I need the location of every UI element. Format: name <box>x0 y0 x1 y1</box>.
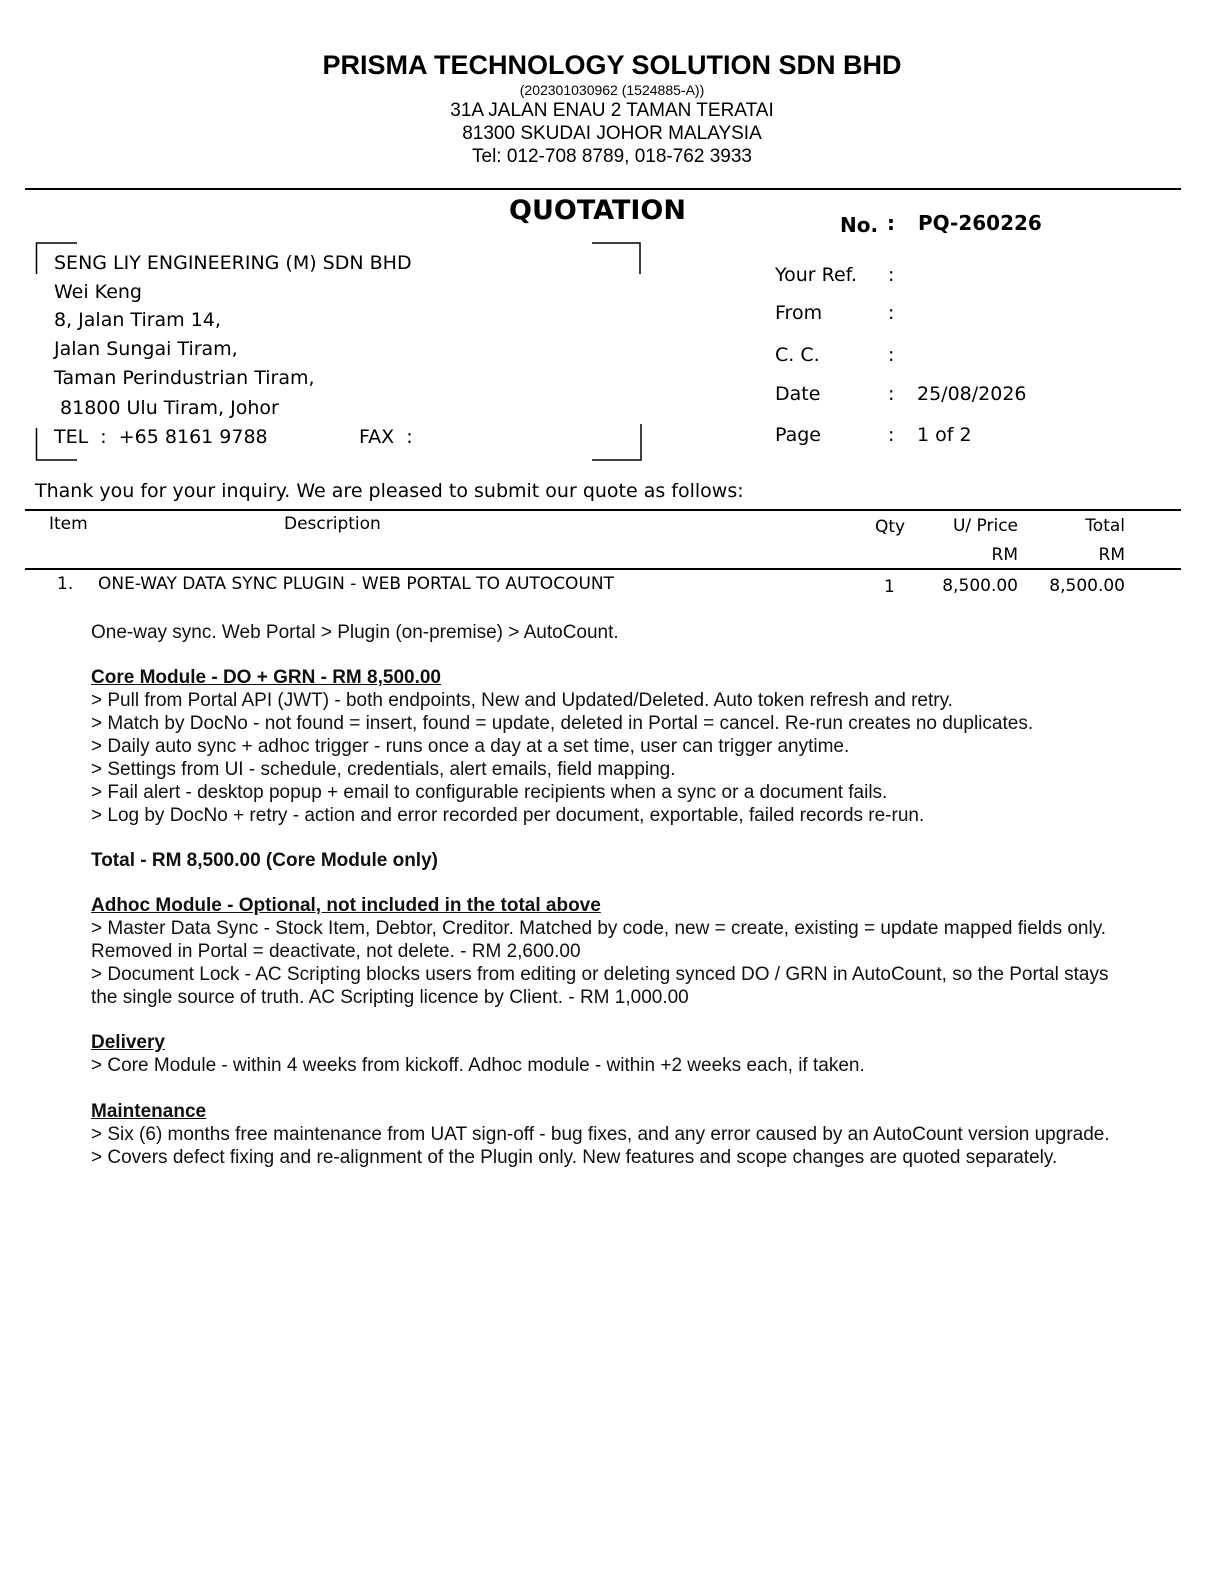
quotation-number-value: PQ-260226 <box>918 211 1042 235</box>
your-ref-label: Your Ref. <box>775 264 857 286</box>
column-header-unit-price: U/ Price <box>952 516 1018 536</box>
date-colon: : <box>888 383 895 405</box>
cc-colon: : <box>888 344 895 366</box>
corner-bottom-right <box>592 424 641 460</box>
row-item-number: 1. <box>57 574 74 594</box>
customer-address-line4: 81800 Ulu Tiram, Johor <box>54 397 279 419</box>
details-summary: One-way sync. Web Portal > Plugin (on-premise) > AutoCount. <box>91 622 619 643</box>
column-header-qty: Qty <box>875 517 906 537</box>
column-header-total: Total <box>1085 516 1125 536</box>
corner-top-right <box>592 243 640 274</box>
core-line-1: > Pull from Portal API (JWT) - both endpoints, New and Updated/Deleted. Auto token refresh and retry. <box>91 690 953 711</box>
customer-contact: Wei Keng <box>54 281 142 303</box>
company-address-line1: 31A JALAN ENAU 2 TAMAN TERATAI <box>450 100 774 121</box>
maintenance-line-2: > Covers defect fixing and re-alignment of the Plugin only. New features and scope changes are quoted separately. <box>91 1147 1058 1168</box>
adhoc-module-heading: Adhoc Module - Optional, not included in the total above <box>91 895 601 916</box>
customer-address-line3: Taman Perindustrian Tiram, <box>54 367 315 389</box>
delivery-heading: Delivery <box>91 1032 165 1053</box>
core-total-line: Total - RM 8,500.00 (Core Module only) <box>91 850 438 871</box>
page-colon: : <box>888 424 895 446</box>
cc-label: C. C. <box>775 344 820 366</box>
table-top-rule <box>25 509 1181 511</box>
delivery-line-1: > Core Module - within 4 weeks from kickoff. Adhoc module - within +2 weeks each, if taken. <box>91 1055 865 1076</box>
column-header-total-currency: RM <box>1098 545 1125 565</box>
customer-address-line1: 8, Jalan Tiram 14, <box>54 309 221 331</box>
customer-fax: FAX : <box>359 426 413 448</box>
column-header-description: Description <box>284 514 381 534</box>
company-name: PRISMA TECHNOLOGY SOLUTION SDN BHD <box>322 50 902 80</box>
page-value: 1 of 2 <box>917 424 972 446</box>
from-label: From <box>775 302 823 324</box>
date-label: Date <box>775 383 821 405</box>
maintenance-line-1: > Six (6) months free maintenance from UAT sign-off - bug fixes, and any error caused by an AutoCount version upgrade. <box>91 1124 1110 1145</box>
adhoc-line-1: > Master Data Sync - Stock Item, Debtor, Creditor. Matched by code, new = create, existing = update mapped fields only. <box>91 918 1107 939</box>
core-line-2: > Match by DocNo - not found = insert, found = update, deleted in Portal = cancel. Re-run creates no duplicates. <box>91 713 1034 734</box>
quotation-number-label: No. <box>840 213 879 237</box>
core-line-4: > Settings from UI - schedule, credentials, alert emails, field mapping. <box>91 759 676 780</box>
column-header-item: Item <box>49 514 88 534</box>
page-label: Page <box>775 424 821 446</box>
company-tel: Tel: 012-708 8789, 018-762 3933 <box>472 146 752 167</box>
document-title: QUOTATION <box>509 195 686 226</box>
quotation-number-colon: : <box>887 211 895 235</box>
table-header-rule <box>25 568 1181 570</box>
intro-text: Thank you for your inquiry. We are pleased to submit our quote as follows: <box>35 480 744 502</box>
column-header-unit-price-currency: RM <box>991 545 1018 565</box>
row-description: ONE-WAY DATA SYNC PLUGIN - WEB PORTAL TO AUTOCOUNT <box>98 574 614 594</box>
core-line-3: > Daily auto sync + adhoc trigger - runs once a day at a set time, user can trigger anytime. <box>91 736 850 757</box>
company-registration: (202301030962 (1524885-A)) <box>519 82 705 98</box>
row-total: 8,500.00 <box>1049 576 1125 596</box>
from-colon: : <box>888 302 895 324</box>
date-value: 25/08/2026 <box>917 383 1027 405</box>
customer-tel: TEL : +65 8161 9788 <box>54 426 268 448</box>
row-qty: 1 <box>884 577 895 597</box>
adhoc-line-4: the single source of truth. AC Scripting licence by Client. - RM 1,000.00 <box>91 987 689 1008</box>
adhoc-line-2: Removed in Portal = deactivate, not delete. - RM 2,600.00 <box>91 941 581 962</box>
core-line-6: > Log by DocNo + retry - action and error recorded per document, exportable, failed records re-run. <box>91 805 925 826</box>
row-unit-price: 8,500.00 <box>942 576 1018 596</box>
adhoc-line-3: > Document Lock - AC Scripting blocks users from editing or deleting synced DO / GRN in AutoCount, so the Portal stays <box>91 964 1109 985</box>
core-module-heading: Core Module - DO + GRN - RM 8,500.00 <box>91 667 441 688</box>
maintenance-heading: Maintenance <box>91 1101 207 1122</box>
company-address-line2: 81300 SKUDAI JOHOR MALAYSIA <box>462 123 762 144</box>
core-line-5: > Fail alert - desktop popup + email to configurable recipients when a sync or a document fails. <box>91 782 888 803</box>
your-ref-colon: : <box>888 264 895 286</box>
customer-address-line2: Jalan Sungai Tiram, <box>54 338 238 360</box>
customer-name: SENG LIY ENGINEERING (M) SDN BHD <box>54 252 412 274</box>
